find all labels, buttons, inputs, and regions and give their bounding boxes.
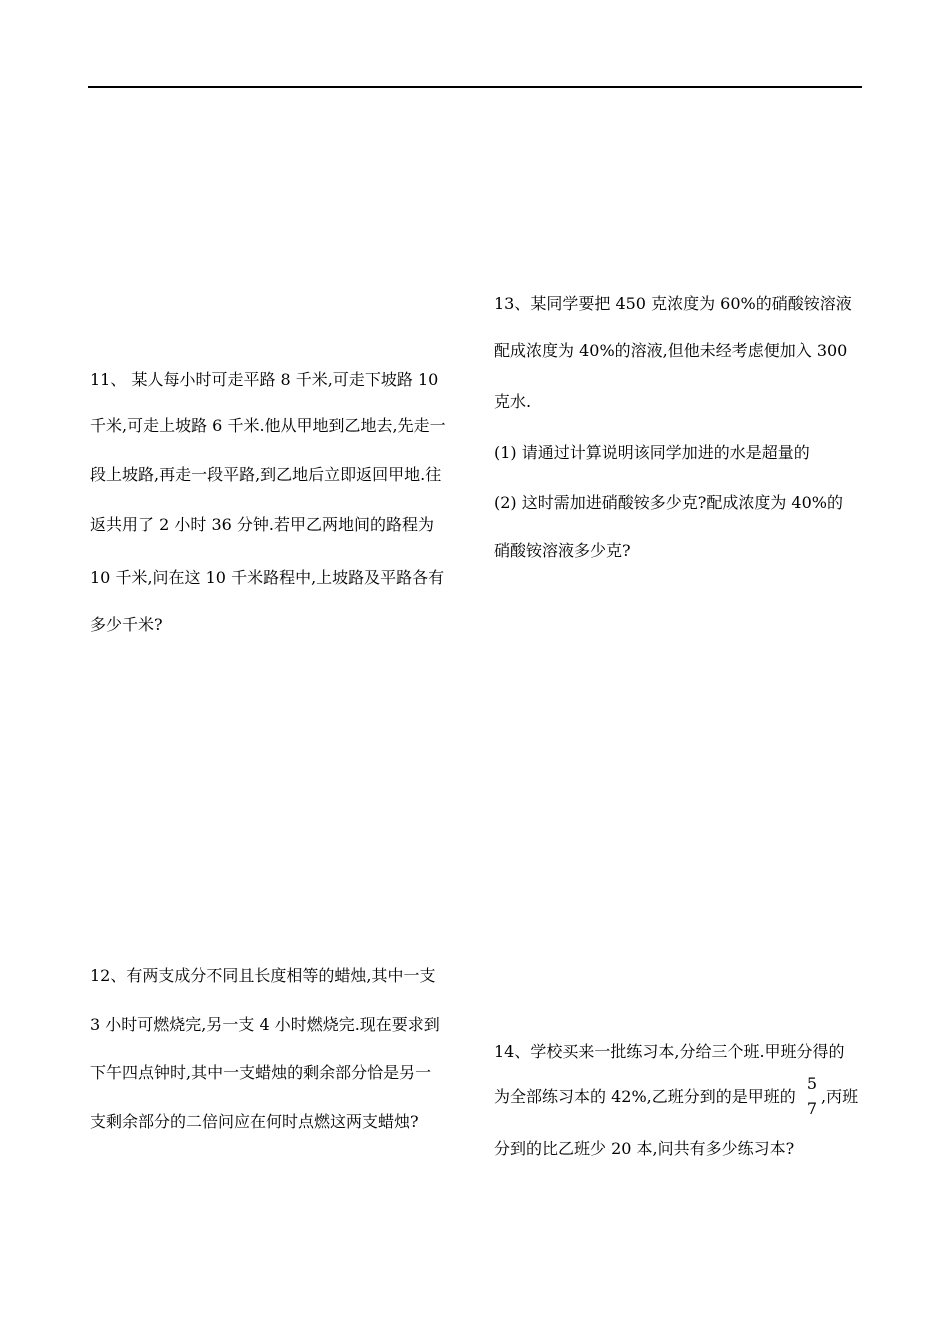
q13-subquestion-1: (1) 请通过计算说明该同学加进的水是超量的 bbox=[494, 443, 810, 462]
q12-line: 3 小时可燃烧完,另一支 4 小时燃烧完.现在要求到 bbox=[90, 1015, 440, 1034]
q14-line: 14、学校买来一批练习本,分给三个班.甲班分得的 bbox=[494, 1042, 845, 1061]
q11-line: 返共用了 2 小时 36 分钟.若甲乙两地间的路程为 bbox=[90, 515, 434, 534]
q11-line: 段上坡路,再走一段平路,到乙地后立即返回甲地.往 bbox=[90, 465, 442, 484]
q13-line: 克水. bbox=[494, 392, 532, 411]
q14-line: ,丙班 bbox=[821, 1087, 859, 1106]
q13-subquestion-2: (2) 这时需加进硝酸铵多少克?配成浓度为 40%的 bbox=[494, 493, 843, 512]
q11-line: 10 千米,问在这 10 千米路程中,上坡路及平路各有 bbox=[90, 568, 445, 587]
fraction-denominator: 7 bbox=[806, 1099, 818, 1118]
q11-line: 11、 某人每小时可走平路 8 千米,可走下坡路 10 bbox=[90, 370, 439, 389]
q13-line: 硝酸铵溶液多少克? bbox=[494, 541, 631, 560]
fraction-numerator: 5 bbox=[806, 1074, 818, 1093]
header-rule bbox=[88, 86, 862, 88]
q12-line: 支剩余部分的二倍问应在何时点燃这两支蜡烛? bbox=[90, 1112, 419, 1131]
q12-line: 下午四点钟时,其中一支蜡烛的剩余部分恰是另一 bbox=[90, 1063, 432, 1082]
q14-line: 分到的比乙班少 20 本,问共有多少练习本? bbox=[494, 1139, 795, 1158]
q13-line: 13、某同学要把 450 克浓度为 60%的硝酸铵溶液 bbox=[494, 294, 852, 313]
q13-line: 配成浓度为 40%的溶液,但他未经考虑便加入 300 bbox=[494, 341, 848, 360]
q11-line: 多少千米? bbox=[90, 615, 163, 634]
q12-line: 12、有两支成分不同且长度相等的蜡烛,其中一支 bbox=[90, 966, 436, 985]
q14-line: 为全部练习本的 42%,乙班分到的是甲班的 bbox=[494, 1087, 796, 1106]
q11-line: 千米,可走上坡路 6 千米.他从甲地到乙地去,先走一 bbox=[90, 416, 446, 435]
